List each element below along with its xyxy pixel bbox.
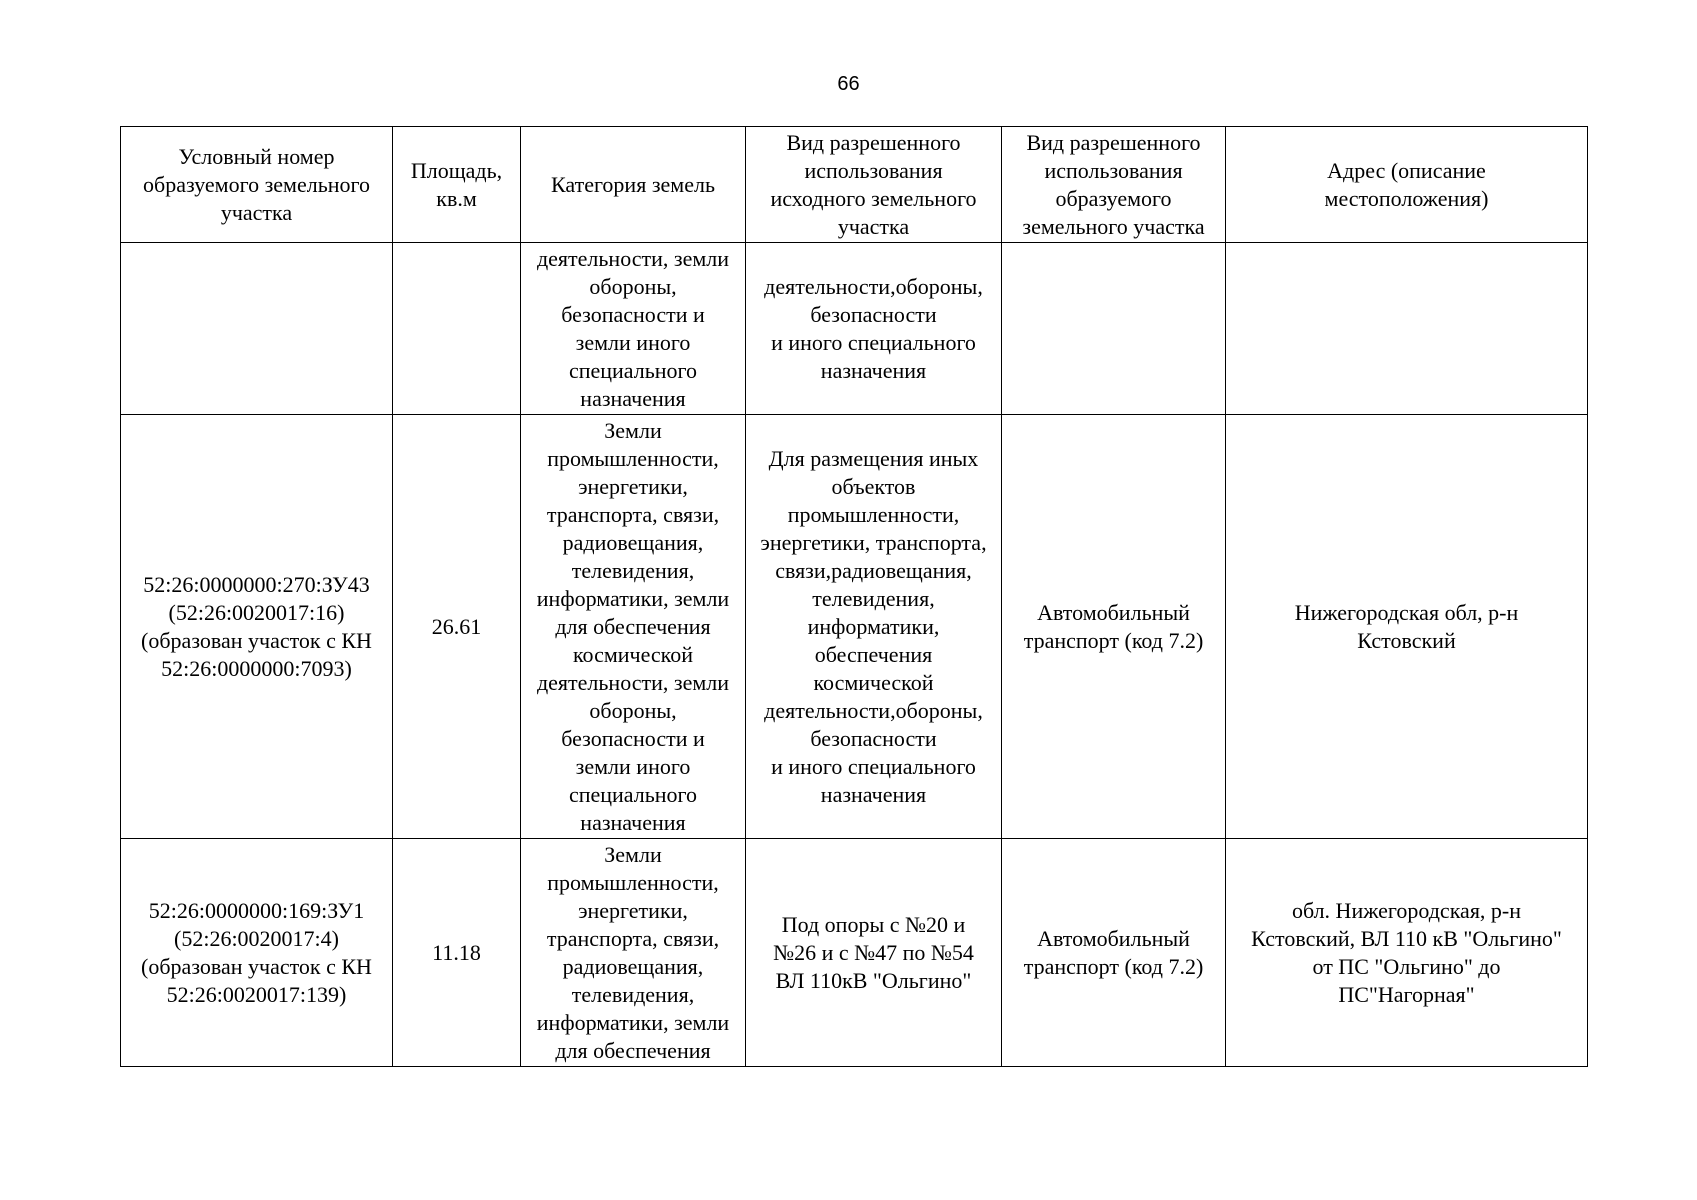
cell-address: Нижегородская обл, р-н Кстовский xyxy=(1226,415,1588,839)
cell-source-permitted-use: Под опоры с №20 и №26 и с №47 по №54 ВЛ 110кВ "Ольгино" xyxy=(746,839,1002,1067)
land-plots-table xyxy=(120,126,1588,1067)
cell-address: обл. Нижегородская, р-н Кстовский, ВЛ 110 кВ "Ольгино" от ПС "Ольгино" до ПС"Нагорная" xyxy=(1226,839,1588,1067)
cell-land-category: деятельности, земли обороны, безопасности и земли иного специального назначения xyxy=(521,243,746,415)
table-row xyxy=(121,243,1588,415)
header-new-permitted-use: Вид разрешенного использования образуемого земельного участка xyxy=(1002,127,1226,243)
cell-area xyxy=(393,243,521,415)
cell-plot-number xyxy=(121,243,393,415)
table-row xyxy=(121,415,1588,839)
cell-plot-number: 52:26:0000000:270:ЗУ43 (52:26:0020017:16) (образован участок с КН 52:26:0000000:7093) xyxy=(121,415,393,839)
cell-new-permitted-use xyxy=(1002,243,1226,415)
header-plot-number: Условный номер образуемого земельного участка xyxy=(121,127,393,243)
header-row xyxy=(121,127,1588,243)
cell-plot-number: 52:26:0000000:169:ЗУ1 (52:26:0020017:4) (образован участок с КН 52:26:0020017:139) xyxy=(121,839,393,1067)
cell-land-category: Земли промышленности, энергетики, транспорта, связи, радиовещания, телевидения, информатики, земли для обеспечения xyxy=(521,839,746,1067)
cell-area: 26.61 xyxy=(393,415,521,839)
header-land-category: Категория земель xyxy=(521,127,746,243)
header-source-permitted-use: Вид разрешенного использования исходного земельного участка xyxy=(746,127,1002,243)
page-number: 66 xyxy=(837,73,860,95)
header-address: Адрес (описание местоположения) xyxy=(1226,127,1588,243)
table-row xyxy=(121,839,1588,1067)
cell-area: 11.18 xyxy=(393,839,521,1067)
cell-address xyxy=(1226,243,1588,415)
cell-land-category: Земли промышленности, энергетики, транспорта, связи, радиовещания, телевидения, информатики, земли для обеспечения космической деятельности, земли обороны, безопасности и земли иного специального назначения xyxy=(521,415,746,839)
cell-new-permitted-use: Автомобильный транспорт (код 7.2) xyxy=(1002,415,1226,839)
cell-source-permitted-use: деятельности,обороны, безопасности и иного специального назначения xyxy=(746,243,1002,415)
cell-new-permitted-use: Автомобильный транспорт (код 7.2) xyxy=(1002,839,1226,1067)
cell-source-permitted-use: Для размещения иных объектов промышленности, энергетики, транспорта, связи,радиовещания, телевидения, информатики, обеспечения космической деятельности,обороны, безопасности и иного специального назначения xyxy=(746,415,1002,839)
header-area: Площадь, кв.м xyxy=(393,127,521,243)
